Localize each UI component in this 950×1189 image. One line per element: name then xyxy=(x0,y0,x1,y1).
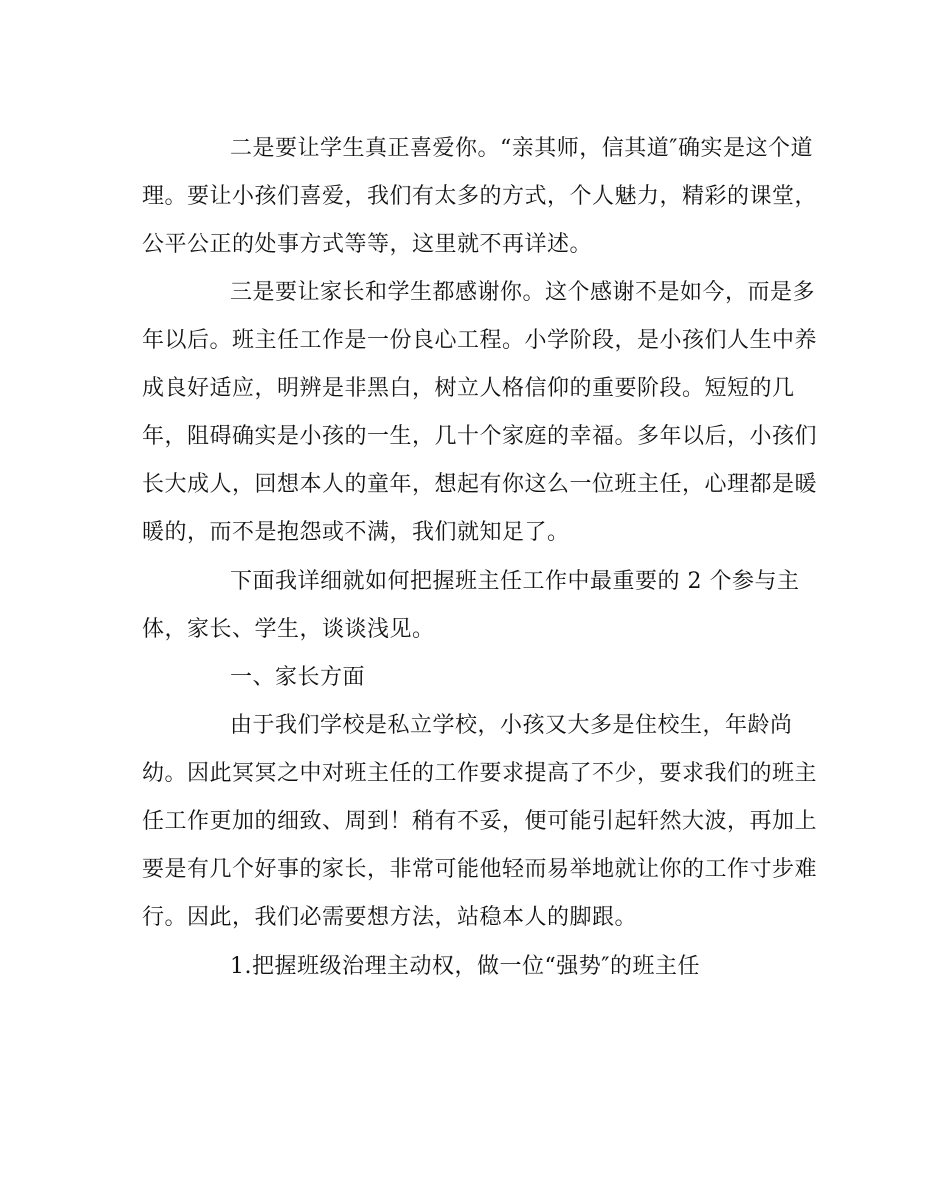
paragraph-line: 长大成人，回想本人的童年，想起有你这么一位班主任，心理都是暖 xyxy=(142,472,818,497)
paragraph-line: 行。因此，我们必需要想方法，站稳本人的脚跟。 xyxy=(142,905,638,930)
paragraph-line: 理。要让小孩们喜爱，我们有太多的方式，个人魅力，精彩的课堂， xyxy=(142,184,818,209)
paragraph-line: 下面我详细就如何把握班主任工作中最重要的 2 个参与主 xyxy=(230,569,800,594)
paragraph-line: 幼。因此冥冥之中对班主任的工作要求提高了不少，要求我们的班主 xyxy=(142,761,818,786)
paragraph-line: 成良好适应，明辨是非黑白，树立人格信仰的重要阶段。短短的几 xyxy=(142,376,795,401)
subsection-heading: 1.把握班级治理主动权，做一位“强势″的班主任 xyxy=(230,954,700,979)
paragraph-line: 体，家长、学生，谈谈浅见。 xyxy=(142,617,435,642)
paragraph-line: 年，阻碍确实是小孩的一生，几十个家庭的幸福。多年以后，小孩们 xyxy=(142,424,818,449)
paragraph-line: 暖的，而不是抱怨或不满，我们就知足了。 xyxy=(142,520,570,545)
paragraph-line: 三是要让家长和学生都感谢你。这个感谢不是如今，而是多 xyxy=(230,280,816,305)
section-heading: 一、家长方面 xyxy=(230,665,366,690)
paragraph-line: 年以后。班主任工作是一份良心工程。小学阶段，是小孩们人生中养 xyxy=(142,328,818,353)
paragraph-line: 由于我们学校是私立学校，小孩又大多是住校生，年龄尚 xyxy=(230,713,793,738)
paragraph-line: 要是有几个好事的家长，非常可能他轻而易举地就让你的工作寸步难 xyxy=(142,857,818,882)
paragraph-line: 二是要让学生真正喜爱你。“亲其师，信其道″确实是这个道 xyxy=(230,136,813,161)
paragraph-line: 任工作更加的细致、周到！稍有不妥，便可能引起轩然大波，再加上 xyxy=(142,809,818,834)
paragraph-line: 公平公正的处事方式等等，这里就不再详述。 xyxy=(142,232,593,257)
